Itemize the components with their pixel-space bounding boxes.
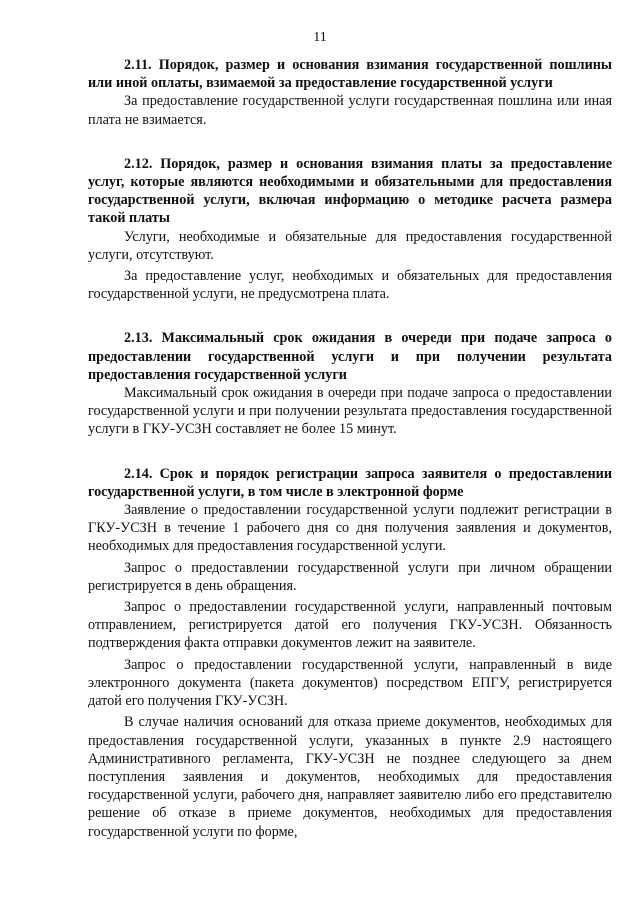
section-heading: 2.13. Максимальный срок ожидания в очереди при подаче запроса о предоставлении государственной услуги и при получении результата предоставления государственной услуги	[88, 330, 612, 383]
paragraph: Запрос о предоставлении государственной услуги, направленный почтовым отправлением, регистрируется датой его получения ГКУ-УСЗН. Обязанность подтверждения факта отправки документов лежит на заявителе.	[88, 599, 612, 652]
paragraph: Услуги, необходимые и обязательные для предоставления государственной услуги, отсутствуют.	[88, 228, 612, 263]
paragraph: Заявление о предоставлении государственной услуги подлежит регистрации в ГКУ-УСЗН в течение 1 рабочего дня со дня получения заявления и документов, необходимых для предоставления государственной услуги.	[88, 502, 612, 555]
paragraph: За предоставление услуг, необходимых и обязательных для предоставления государственной услуги, не предусмотрена плата.	[88, 268, 612, 303]
section-heading: 2.11. Порядок, размер и основания взимания государственной пошлины или иной оплаты, взимаемой за предоставление государственной услуги	[88, 57, 612, 92]
section-2-11	[88, 56, 612, 129]
section-2-12	[88, 155, 612, 304]
paragraph: Запрос о предоставлении государственной услуги при личном обращении регистрируется в день обращения.	[88, 559, 612, 594]
paragraph: Максимальный срок ожидания в очереди при подаче запроса о предоставлении государственной услуги и при получении результата предоставления государственной услуги в ГКУ-УСЗН составляет не более 15 минут.	[88, 385, 612, 438]
paragraph: В случае наличия оснований для отказа приеме документов, необходимых для предоставления государственной услуги, указанных в пункте 2.9 настоящего Административного регламента, ГКУ-УСЗН не позднее следующего за днем поступления заявления и документов, необходимых для предоставления государственной услуги, рабочего дня, направляет заявителю либо его представителю решение об отказе в приеме документов, необходимых для предоставления государственной услуги по форме,	[88, 714, 612, 840]
section-heading: 2.12. Порядок, размер и основания взимания платы за предоставление услуг, которые являются необходимыми и обязательными для предоставления государственной услуги, включая информацию о методике расчета размера такой платы	[88, 155, 612, 227]
paragraph: Запрос о предоставлении государственной услуги, направленный в виде электронного документа (пакета документов) посредством ЕПГУ, регистрируется датой его получения ГКУ-УСЗН.	[88, 656, 612, 710]
section-2-14	[88, 465, 612, 841]
section-2-13	[88, 329, 612, 438]
page-number: 11	[313, 30, 327, 45]
paragraph: За предоставление государственной услуги государственная пошлина или иная плата не взимается.	[88, 93, 612, 128]
document-body	[88, 56, 612, 844]
section-heading: 2.14. Срок и порядок регистрации запроса заявителя о предоставлении государственной услуги, в том числе в электронной форме	[88, 465, 612, 500]
